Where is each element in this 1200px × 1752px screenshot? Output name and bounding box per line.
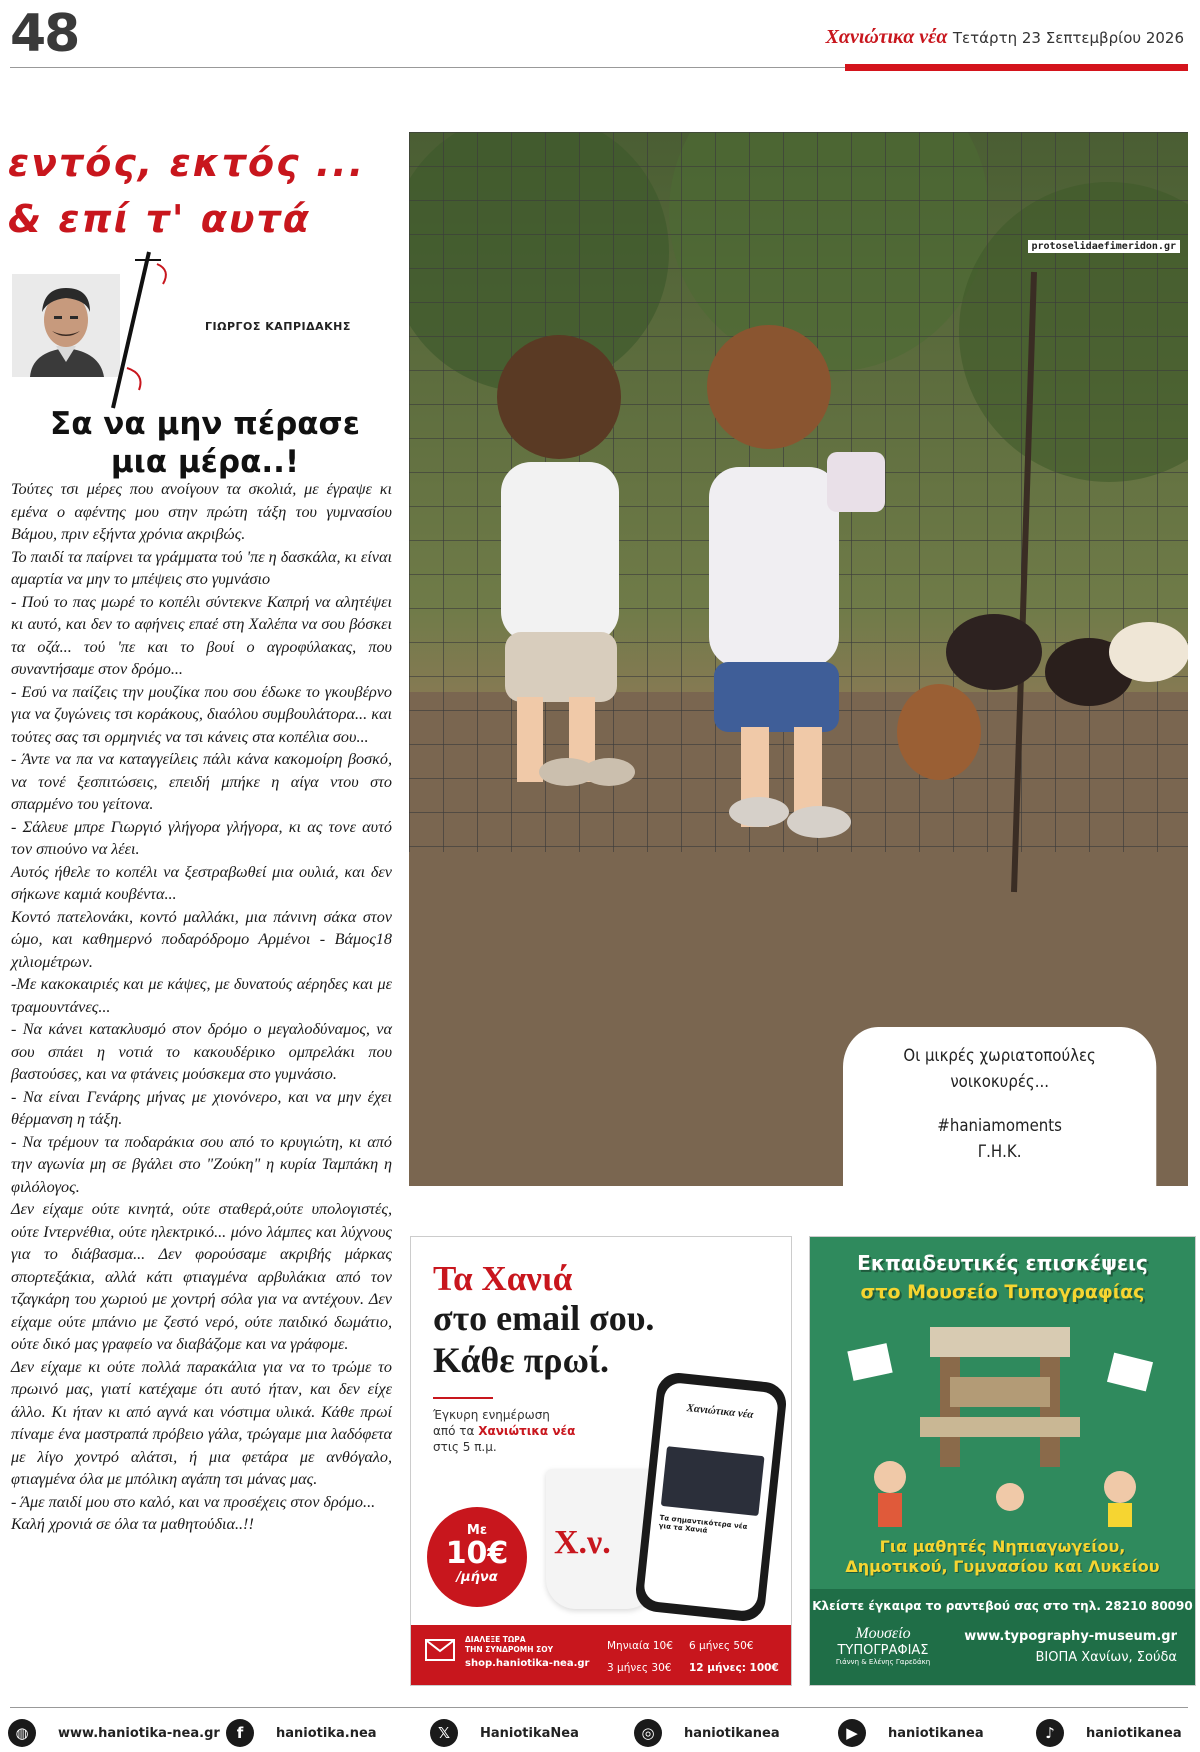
article-title-line1: Σα να μην πέρασε: [50, 406, 360, 442]
column-title: [8, 135, 398, 247]
footer-tiktok[interactable]: [1036, 1718, 1182, 1748]
phone-illustration: [634, 1371, 788, 1623]
museum-logo-script: Μουσείο: [855, 1625, 911, 1642]
museum-audience-line1: Για μαθητές Νηπιαγωγείου,: [879, 1537, 1126, 1556]
globe-icon: ◍: [8, 1719, 36, 1747]
ad-email-sub-a: Έγκυρη ενημέρωση: [433, 1408, 550, 1422]
footer-facebook-label: haniotika.nea: [276, 1725, 377, 1741]
price-badge: [427, 1507, 527, 1607]
ad-email-sub-b: από τα: [433, 1424, 475, 1438]
footer-youtube-label: haniotikanea: [888, 1725, 984, 1741]
header-date: Τετάρτη 23 Σεπτεμβρίου 2026: [952, 29, 1184, 47]
column-title-line2: & επί τ' αυτά: [8, 197, 311, 241]
museum-footer: [810, 1589, 1195, 1686]
article-paragraph: - Πού το πας μωρέ το κοπέλι σύντεκνε Καπρή να αλητέψει κι αυτό, και δεν το αφήνεις επαέ στη Χαλέπα να σου βόσκει τα οζά... τού 'πε και το βουί ο αγροφύλακας, που συναντήσαμε στον δρόμο...: [11, 592, 392, 678]
ad-email-headline: [433, 1297, 654, 1381]
article-paragraph: Δεν είχαμε κι ούτε πολλά παρακάλια για να το τρώμε το πρωινό μας, γιατί κατέχαμε ότι αυτό ήταν, και δεν είχε άλλο. Κι ήταν κι από αγνά και νόστιμα υλικά. Κάθε πρωί πίναμε ένα μαστραπά πρόβειο γάλα, τρώγαμε μια λαδόφετα με λίγο χοντρό αλάτσι, ή μια φετάρα με ανθόγαλο, φτιαγμένα όλα με μπόλικη αγάπη τσι μάνας μας.: [11, 1357, 392, 1488]
footer-website[interactable]: [8, 1718, 220, 1748]
footer-website-label: www.haniotika-nea.gr: [58, 1725, 220, 1741]
footer-instagram-label: haniotikanea: [684, 1725, 780, 1741]
article-paragraph: - Άντε να πα να καταγγείλεις πάλι κάνα κακομοίρη βοσκό, να τονέ ξεσπιτώσεις, επειδή μπήκε η αίγα ντου στο σπαρμένο του γείτονα.: [11, 750, 392, 813]
author-pen-stroke-icon: [105, 250, 175, 410]
plan-monthly: Μηνιαία 10€: [607, 1640, 673, 1652]
article-paragraph: - Να τρέμουν τα ποδαράκια σου από το κρυγιώτη, κι από την αγωνία μη σε βγάλει στο "Ζούκη" η κυρία Ταμπάκη η φιλόλογος.: [11, 1132, 392, 1196]
article-paragraph: - Να κάνει κατακλυσμό στον δρόμο ο μεγαλοδύναμος, να σου σπάει η νοτιά το κακουδέρικο ομπρελάκι που βαστούσες, και να φτάνεις μούσκεμα στο γυμνάσιο.: [11, 1020, 392, 1083]
ad-email-headline-line2: στο email σου.: [433, 1298, 655, 1338]
tiktok-icon: ♪: [1036, 1719, 1064, 1747]
footer-youtube[interactable]: [838, 1718, 984, 1748]
museum-audience-line2: Δημοτικού, Γυμνασίου και Λυκείου: [845, 1557, 1160, 1576]
header-accent-bar: [845, 64, 1188, 71]
ad-email-headline-line3: Κάθε πρωί.: [433, 1340, 610, 1380]
article-paragraph: Το παιδί τα παίρνει τα γράμματα τού 'πε η δασκάλα, κι είναι αμαρτία να μην το μπέψεις στο γυμνάσιο: [11, 547, 392, 588]
ad-email-sub-c: στις 5 π.μ.: [433, 1440, 497, 1454]
ad-email-footer[interactable]: [411, 1625, 791, 1685]
plan-3-months: 3 μήνες 30€: [607, 1662, 672, 1674]
photo-watermark: protoselidaefimeridon.gr: [1028, 240, 1181, 253]
article-title: [10, 405, 400, 481]
x-icon: 𝕏: [430, 1719, 458, 1747]
ad-email-divider: [433, 1397, 493, 1399]
price-value: 10€: [445, 1536, 509, 1571]
footer-tiktok-label: haniotikanea: [1086, 1725, 1182, 1741]
page-number: 48: [10, 4, 79, 64]
cta-line1: ΔΙΑΛΕΞΕ ΤΩΡΑ: [465, 1635, 526, 1644]
article-paragraph: Κοντό πατελονάκι, κοντό μαλλάκι, μια πάνινη σάκα στον ώμο, και καθημερνό ποδαρόδρομο Αρμένοι - Βάμος18 χιλιομέτρων.: [11, 907, 392, 971]
photo-caption: [843, 1027, 1156, 1186]
cta-line2: ΤΗΝ ΣΥΝΔΡΟΜΗ ΣΟΥ: [465, 1645, 554, 1654]
article-body: [11, 478, 392, 1536]
museum-title-line2: στο Μουσείο Τυπογραφίας: [860, 1281, 1145, 1303]
footer-x[interactable]: [430, 1718, 579, 1748]
article-paragraph: Αυτός ήθελε το κοπέλι να ξεστραβωθεί μια ουλιά, και δεν σήκωνε καμιά κουβέντα...: [11, 862, 392, 903]
museum-contact: Κλείστε έγκαιρα το ραντεβού σας στο τηλ. 28210 80090: [812, 1599, 1193, 1613]
author-name: ΓΙΩΡΓΟΣ ΚΑΠΡΙΔΑΚΗΣ: [205, 320, 351, 333]
caption-line1: Οι μικρές χωριατοπούλες: [903, 1046, 1096, 1066]
article-paragraph: - Εσύ να παίζεις την μουζίκα που σου έδωκε το γκουβέρνο για να ζυγώνεις τσι κοράκους, διαόλου συμβουλάτορα... και τούτες σας τσι ορμηνιές να τσι κάνεις στα κοπέλια σου...: [11, 682, 392, 746]
caption-credit: Γ.Η.Κ.: [977, 1142, 1022, 1162]
article-paragraph: Τούτες τσι μέρες που ανοίγουν τα σκολιά, με έγραψε κι εμένα ο αφέντης μου στην πρώτη τάξη του γυμνασίου Βάμου, πριν εξήντα χρόνια ακριβώς.: [11, 480, 392, 543]
price-unit: /μήνα: [456, 1570, 498, 1585]
ad-email-headline-red: Τα Χανιά: [433, 1259, 573, 1298]
article-paragraph: - Σάλευε μπρε Γιωργιό γλήγορα γλήγορα, κι ας τονε αυτό τον σπιούνο να λέει.: [11, 817, 392, 858]
author-photo: [12, 274, 120, 377]
plan-12-months: 12 μήνες: 100€: [689, 1662, 779, 1674]
article-paragraph: Δεν είχαμε ούτε κινητά, ούτε σταθερά,ούτε υπολογιστές, ούτε Ιντερνέθια, ούτε ηλεκτρικό... μόνο λάμπες και λύχνους για το διάβασμα... Δεν φορούσαμε ακριβής μάρκας σπορτεξάκια, αλλά κάτι φτιαγμένα αρβυλάκια από τον τζαγκάρη του χωριού με χοντρή σόλα για να αντέχουν. Δεν είχαμε ούτε μπάνιο με ζεστό νερό, ούτε παιδικό δωμάτιο, ούτε δικό μας γραφείο να διαβάζομε και να γράφομε.: [11, 1200, 392, 1353]
column-title-line1: εντός, εκτός ...: [8, 141, 366, 185]
article-paragraph: Καλή χρονιά σε όλα τα μαθητούδια..!!: [11, 1515, 254, 1533]
museum-logo-sub: Γιάννη & Ελένης Γαρεδάκη: [835, 1658, 931, 1666]
ad-email-subscription[interactable]: [410, 1236, 792, 1686]
article-paragraph: -Με κακοκαιριές και με κάψες, με δυνατούς αέρηδες και με τραμουντάνες...: [11, 975, 392, 1016]
instagram-icon: ◎: [634, 1719, 662, 1747]
mug-logo: Χ.ν.: [554, 1524, 611, 1561]
header-masthead: [826, 26, 1184, 49]
youtube-icon: ▶: [838, 1719, 866, 1747]
printing-press-illustration: [830, 1317, 1175, 1527]
article-paragraph: - Άμε παιδί μου στο καλό, και να προσέχεις στον δρόμο...: [11, 1492, 376, 1511]
envelope-icon: [425, 1639, 455, 1661]
footer-facebook[interactable]: [226, 1718, 377, 1748]
header-brand: Χανιώτικα νέα: [825, 26, 948, 48]
plan-6-months: 6 μήνες 50€: [689, 1640, 754, 1652]
ad-typography-museum[interactable]: [809, 1236, 1196, 1686]
ad-email-subtitle: [433, 1407, 603, 1455]
footer-x-label: HaniotikaNea: [480, 1725, 579, 1741]
article-paragraph: - Να είναι Γενάρης μήνας με χιονόνερο, και να μην έχει θέρμανση η τάξη.: [11, 1087, 392, 1128]
caption-hashtag: #haniamoments: [937, 1116, 1062, 1136]
footer-instagram[interactable]: [634, 1718, 780, 1748]
phone-headline: Τα σημαντικότερα νέα για τα Χανιά: [658, 1513, 748, 1535]
article-title-line2: μια μέρα..!: [110, 444, 300, 480]
museum-address: ΒΙΟΠΑ Χανίων, Σούδα: [1035, 1650, 1177, 1665]
museum-url[interactable]: www.typography-museum.gr: [964, 1629, 1177, 1644]
caption-line2: νοικοκυρές...: [950, 1072, 1049, 1092]
footer-rule: [10, 1707, 1188, 1708]
ad-email-sub-brand: Χανιώτικα νέα: [478, 1424, 576, 1438]
facebook-icon: f: [226, 1719, 254, 1747]
phone-brand: Χανιώτικα νέα: [686, 1402, 754, 1421]
price-top: Με: [466, 1523, 488, 1538]
museum-logo-name: ΤΥΠΟΓΡΑΦΙΑΣ: [837, 1643, 929, 1658]
museum-title-line1: Εκπαιδευτικές επισκέψεις: [857, 1251, 1148, 1275]
cta-url[interactable]: shop.haniotika-nea.gr: [465, 1658, 590, 1669]
museum-audience: [810, 1537, 1195, 1577]
